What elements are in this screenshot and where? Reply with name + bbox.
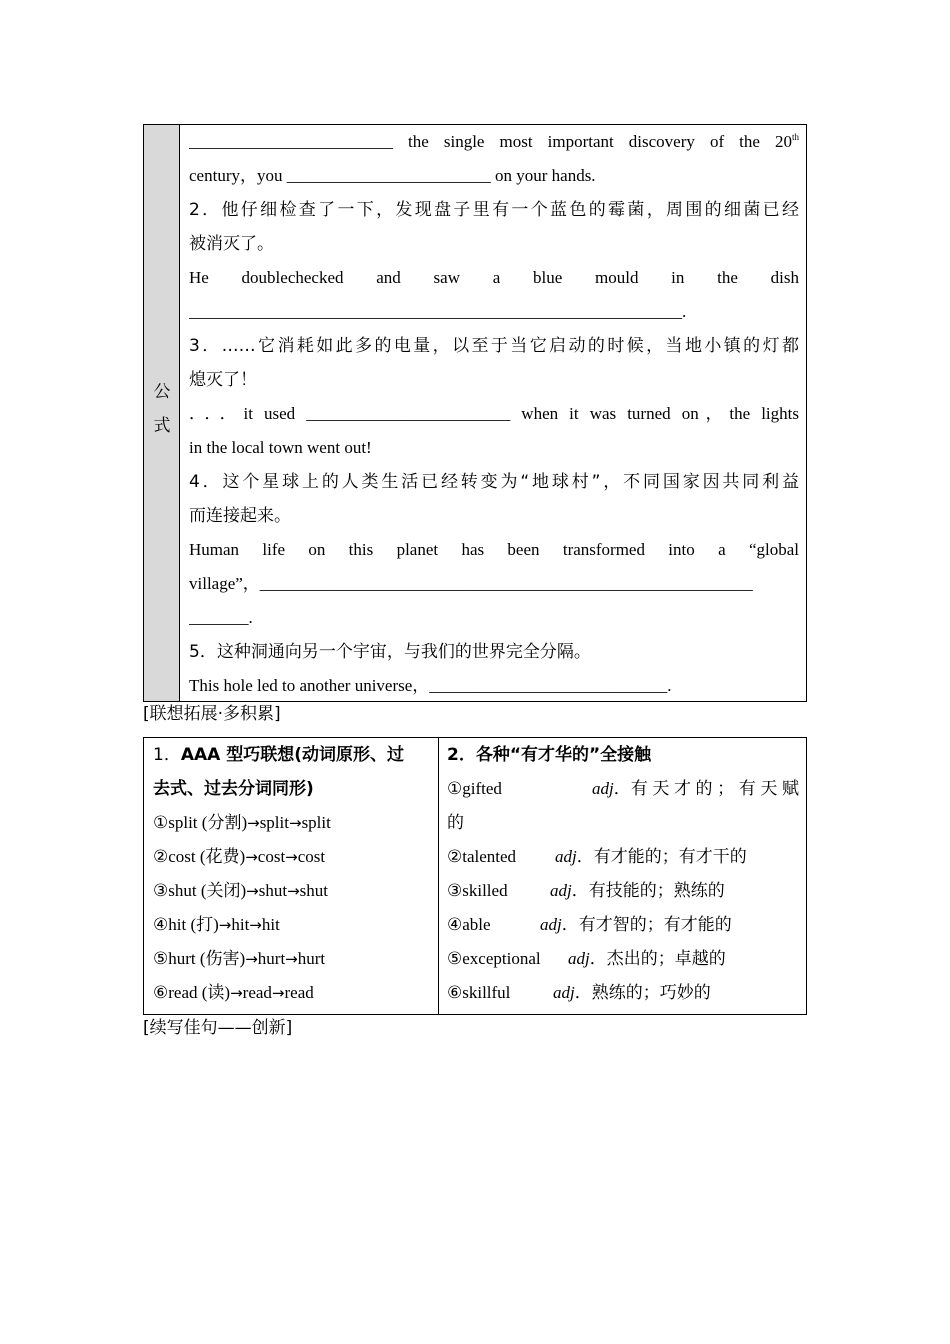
pos-dot: ． <box>561 915 579 934</box>
part-of-speech: adj <box>553 983 575 1002</box>
item4-en-line3: _______. <box>189 608 253 627</box>
verb-meaning: (花费) <box>199 847 246 866</box>
verb-row <box>153 942 431 976</box>
verb-past-participle: hurt <box>297 949 326 968</box>
pos-dot: ． <box>589 949 607 968</box>
verb-row <box>153 840 431 874</box>
item4-cn-line2: 而连接起来。 <box>189 506 291 526</box>
pos-dot: ． <box>574 983 592 1002</box>
writing-section-label: [续写佳句——创新] <box>143 1018 293 1038</box>
verb-past-participle: hit <box>261 915 280 934</box>
item3-cn-line1: 3．……它消耗如此多的电量，以至于当它启动的时候，当地小镇的灯都 <box>189 336 799 356</box>
verb-base: ①split <box>153 813 198 832</box>
word-meaning: 有天才的；有天赋 <box>630 779 799 799</box>
verb-meaning: (打) <box>190 915 219 934</box>
verb-row <box>153 806 431 840</box>
word-meaning: 杰出的；卓越的 <box>606 949 726 969</box>
verb-meaning: (读) <box>201 983 231 1002</box>
verb-base: ⑤hurt <box>153 949 196 968</box>
item2-en-line1: He doublechecked and saw a blue mould in the dish <box>189 268 799 287</box>
part-of-speech: adj <box>555 847 577 866</box>
item1-blank-2: ________________________ <box>286 166 491 185</box>
arrow-icon: → <box>285 848 298 866</box>
aaa-title-rest: 型巧联想(动词原形、过 <box>220 745 405 765</box>
arrow-icon: → <box>287 882 300 900</box>
side-label-char-2: 式 <box>153 416 171 436</box>
word-meaning-continued: 的 <box>447 813 464 833</box>
formula-side-label <box>144 375 180 443</box>
verb-base: ⑥read <box>153 983 198 1002</box>
formula-side-column <box>144 125 180 701</box>
item3-en-line1: ．．．it used ________________________ when it was turned on，the lights <box>189 404 799 423</box>
side-label-char-1: 公 <box>153 382 171 402</box>
word: ④able <box>447 915 491 934</box>
verb-meaning: (分割) <box>201 813 248 832</box>
word-meaning: 有才能的；有才干的 <box>593 847 747 867</box>
verb-meaning: (伤害) <box>199 949 246 968</box>
pos-dot: ． <box>571 881 589 900</box>
verb-row <box>153 976 431 1010</box>
word-row <box>447 772 799 806</box>
aaa-title-bold: AAA <box>180 745 221 765</box>
part-of-speech: adj <box>568 949 590 968</box>
verb-past-participle: cost <box>297 847 326 866</box>
arrow-icon: → <box>230 984 243 1002</box>
arrow-icon: → <box>245 950 258 968</box>
verb-meaning: (关闭) <box>200 881 247 900</box>
aaa-title-num: 1． <box>153 745 181 765</box>
arrow-icon: → <box>246 882 259 900</box>
formula-content <box>189 125 799 703</box>
verb-base: ④hit <box>153 915 187 934</box>
part-of-speech: adj <box>550 881 572 900</box>
item4-en-line2: village”，__________________________________________________________ <box>189 574 753 593</box>
item4-cn-line1: 4．这个星球上的人类生活已经转变为“地球村”，不同国家因共同利益 <box>189 472 799 492</box>
verb-row <box>153 874 431 908</box>
verb-past: cost <box>257 847 286 866</box>
aaa-title-line2: 去式、过去分词同形) <box>153 779 314 799</box>
verb-past-participle: split <box>301 813 331 832</box>
item1-superscript: th <box>791 132 799 142</box>
word-row <box>447 942 799 976</box>
word: ⑤exceptional <box>447 949 541 968</box>
aaa-verbs-column <box>153 738 431 1010</box>
arrow-icon: → <box>247 814 260 832</box>
arrow-icon: → <box>288 814 302 832</box>
formula-table <box>143 124 807 702</box>
part-of-speech: adj <box>540 915 562 934</box>
word-row <box>447 840 799 874</box>
verb-base: ②cost <box>153 847 196 866</box>
word-meaning: 有技能的；熟练的 <box>588 881 725 901</box>
aaa-title-line1 <box>153 738 431 772</box>
item1-line1 <box>189 125 799 159</box>
verb-past: hurt <box>257 949 286 968</box>
pos-dot: ． <box>613 779 631 798</box>
item1-line2 <box>189 159 799 193</box>
word-meaning: 有才智的；有才能的 <box>578 915 732 935</box>
item1-text-1: the single most important discovery of the 20 <box>393 132 792 151</box>
talented-title: 2．各种“有才华的”全接触 <box>447 745 652 765</box>
verb-row <box>153 908 431 942</box>
arrow-icon: → <box>245 848 258 866</box>
association-table <box>143 737 807 1015</box>
item2-cn-line1: 2．他仔细检查了一下，发现盘子里有一个蓝色的霉菌，周围的细菌已经 <box>189 200 799 220</box>
item2-en-line2: __________________________________________________________. <box>189 302 687 321</box>
verb-past: hit <box>231 915 250 934</box>
verb-past-participle: read <box>284 983 314 1002</box>
word: ①gifted <box>447 779 502 798</box>
item3-cn-line2: 熄灭了！ <box>189 370 257 390</box>
item2-cn-line2: 被消灭了。 <box>189 234 274 254</box>
item1-text-3: on your hands. <box>490 166 596 185</box>
part-of-speech: adj <box>592 779 614 798</box>
item4-en-line1: Human life on this planet has been transformed into a “global <box>189 540 799 559</box>
item5-cn: 5．这种洞通向另一个宇宙，与我们的世界完全分隔。 <box>189 642 591 662</box>
arrow-icon: → <box>218 916 232 934</box>
word: ⑥skillful <box>447 983 511 1002</box>
word-meaning: 熟练的；巧妙的 <box>591 983 711 1003</box>
verb-past: split <box>259 813 289 832</box>
arrow-icon: → <box>271 984 285 1002</box>
verb-base: ③shut <box>153 881 197 900</box>
talented-words-column <box>447 738 799 1010</box>
arrow-icon: → <box>249 916 262 934</box>
word-row <box>447 874 799 908</box>
item1-blank-1: ________________________ <box>189 132 393 151</box>
association-section-label: [联想拓展·多积累] <box>143 704 281 724</box>
column-divider <box>438 738 439 1014</box>
arrow-icon: → <box>285 950 298 968</box>
word: ②talented <box>447 847 517 866</box>
item1-text-2: century，you <box>189 166 287 185</box>
item5-en: This hole led to another universe，____________________________. <box>189 676 672 695</box>
verb-past: shut <box>258 881 288 900</box>
word-row <box>447 908 799 942</box>
verb-past-participle: shut <box>299 881 329 900</box>
word-row <box>447 976 799 1010</box>
pos-dot: ． <box>576 847 594 866</box>
verb-past: read <box>242 983 272 1002</box>
word: ③skilled <box>447 881 508 900</box>
item3-en-line2: in the local town went out! <box>189 438 372 457</box>
